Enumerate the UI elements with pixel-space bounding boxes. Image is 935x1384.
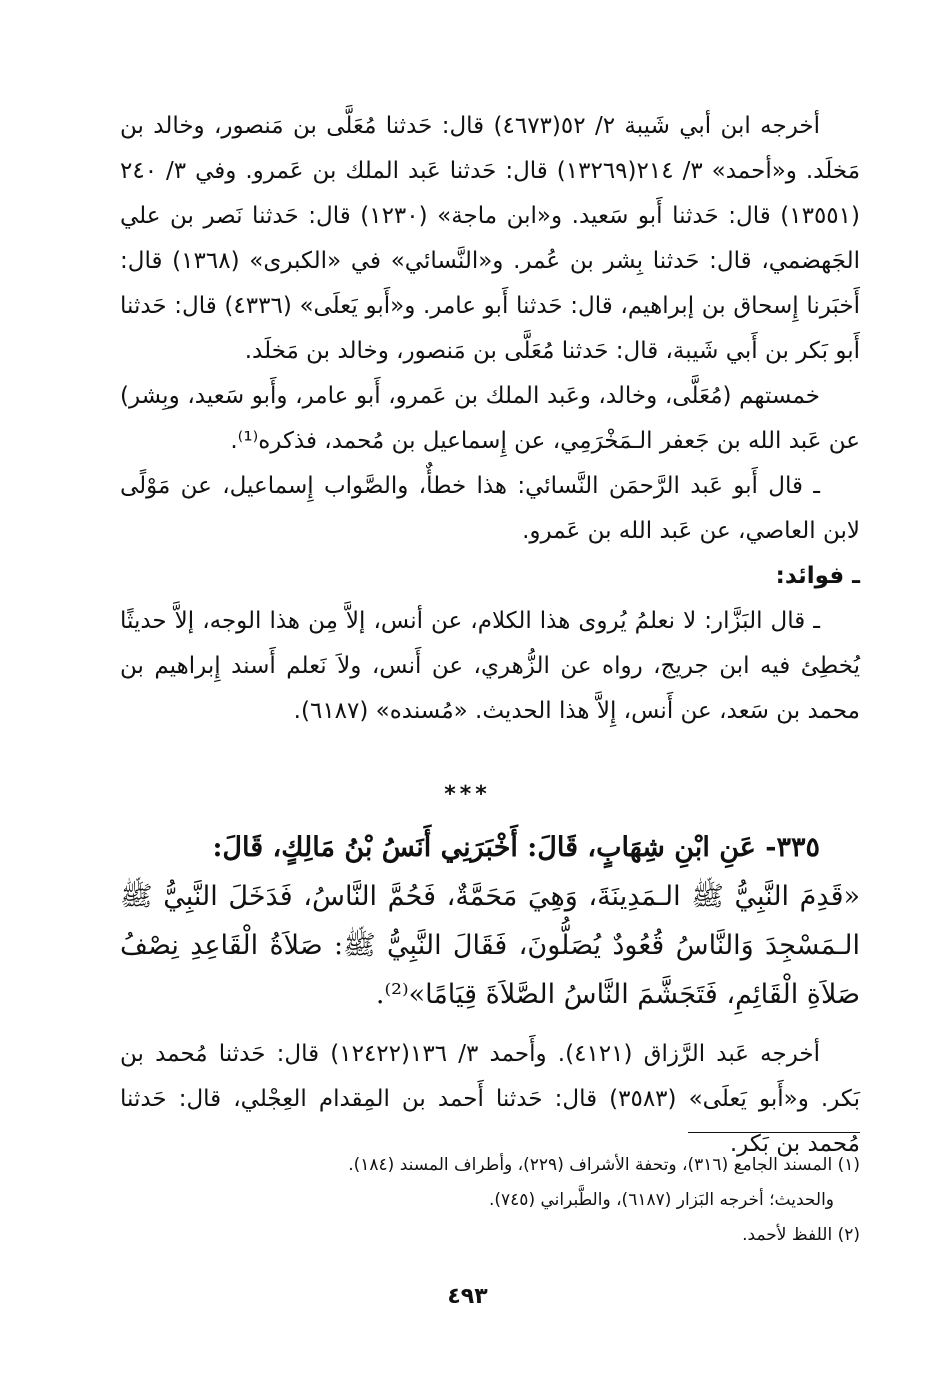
nasai-comment-paragraph: ـ قال أَبو عَبد الرَّحمَن النَّسائي: هذا خطأٌ، والصَّواب إِسماعيل، عن مَوْلًى لابن العاصي، عن عَبد الله بن عَمرو. xyxy=(120,473,860,544)
hadith-heading: ٣٣٥- عَنِ ابْنِ شِهَابٍ، قَالَ: أَخْبَرَنِي أَنَسُ بْنُ مَالِكٍ، قَالَ: xyxy=(212,832,820,863)
takhrij-block-1 xyxy=(120,104,860,734)
page-number: ٤٩٣ xyxy=(447,1284,488,1309)
fawaid-paragraph: ـ قال البَزَّار: لا نعلمُ يُروى هذا الكلام، عن أنس، إلاَّ مِن هذا الوجه، إلاَّ حديثًا يُخطِئ فيه ابن جريج، رواه عن الزُّهري، عن أَنس، ولاَ نَعلم أَسند إِبراهيم بن محمد بن سَعد، عن أَنس، إِلاَّ هذا الحديث. «مُسنده» (٦١٨٧). xyxy=(120,608,860,724)
footnote-rule xyxy=(688,1132,860,1133)
footnote-1: (١) المسند الجامع (٣١٦)، وتحفة الأشراف (٢٢٩)، وأطراف المسند (١٨٤). xyxy=(348,1155,860,1175)
fawaid-heading: ـ فوائد: xyxy=(775,563,860,589)
footnote-2: (٢) اللفظ لأحمد. xyxy=(742,1225,860,1245)
takhrij-paragraph-2: أخرجه عَبد الرَّزاق (٤١٢١). وأَحمد ٣/ ١٣٦(١٢٤٢٢) قال: حَدثنا مُحمد بن بَكر. و«أَبو يَعلَى» (٣٥٨٣) قال: حَدثنا أَحمد بن المِقدام العِجْلي، قال: حَدثنا مُحمد بن بَكر. xyxy=(120,1041,861,1157)
takhrij-paragraph: أخرجه ابن أبي شَيبة ٢/ ٥٢(٤٦٧٣) قال: حَدثنا مُعَلَّى بن مَنصور، وخالد بن مَخلَد. و«أحمد» ٣/ ٢١٤(١٣٢٦٩) قال: حَدثنا عَبد الملك بن عَمرو. وفي ٣/ ٢٤٠ (١٣٥٥١) قال: حَدثنا أَبو سَعيد. و«ابن ماجة» (١٢٣٠) قال: حَدثنا نَصر بن علي الجَهضمي، قال: حَدثنا بِشر بن عُمر. و«النَّسائي» في «الكبرى» (١٣٦٨) قال: أَخبَرنا إِسحاق بن إبراهيم، قال: حَدثنا أَبو عامر. و«أَبو يَعلَى» (٤٣٣٦) قال: حَدثنا أَبو بَكر بن أَبي شَيبة، قال: حَدثنا مُعَلَّى بن مَنصور، وخالد بن مَخلَد. xyxy=(120,113,861,364)
section-separator: *** xyxy=(444,782,491,807)
khamsatuhum-paragraph: خمستهم (مُعَلَّى، وخالد، وعَبد الملك بن عَمرو، أَبو عامر، وأَبو سَعيد، وبِشر) عن عَبد الله بن جَعفر الـمَخْرَمِي، عن إِسماعيل بن مُحمد، فذكره⁽¹⁾. xyxy=(120,383,860,454)
hadith-text: «قَدِمَ النَّبِيُّ ﷺ الـمَدِينَةَ، وَهِيَ مَحَمَّةٌ، فَحُمَّ النَّاسُ، فَدَخَلَ النَّبِيُّ ﷺ الـمَسْجِدَ وَالنَّاسُ قُعُودٌ يُصَلُّونَ، فَقَالَ النَّبِيُّ ﷺ: صَلاَةُ الْقَاعِدِ نِصْفُ صَلاَةِ الْقَائِمِ، فَتَجَشَّمَ النَّاسُ الصَّلاَةَ قِيَامًا»⁽²⁾. xyxy=(120,881,860,1010)
takhrij-block-2 xyxy=(120,1032,860,1167)
footnote-1-continuation: والحديث؛ أخرجه البَزار (٦١٨٧)، والطَّبراني (٧٤٥). xyxy=(488,1190,834,1210)
footnotes xyxy=(200,1148,860,1253)
